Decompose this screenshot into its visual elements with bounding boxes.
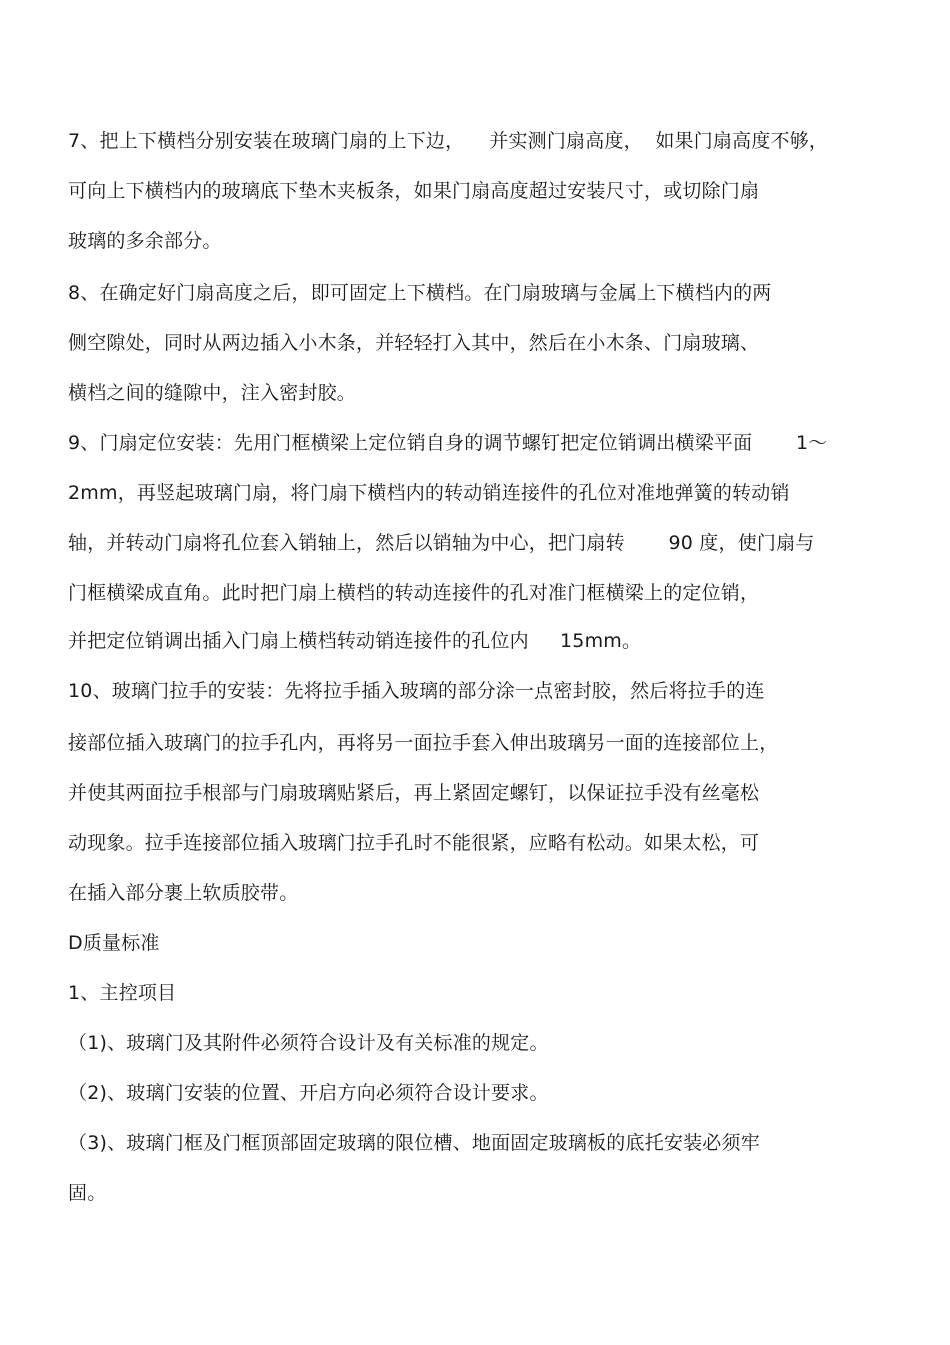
subsection-heading: 1、主控项目 <box>68 982 177 1004</box>
text-line: 并把定位销调出插入门扇上横档转动销连接件的孔位内 15mm。 <box>68 630 642 652</box>
text-line: 2mm，再竖起玻璃门扇，将门扇下横档内的转动销连接件的孔位对准地弹簧的转动销 <box>68 482 790 504</box>
text-line: 9、门扇定位安装：先用门框横梁上定位销自身的调节螺钉把定位销调出横梁平面 1～ <box>68 432 828 454</box>
text-line: 轴，并转动门扇将孔位套入销轴上，然后以销轴为中心，把门扇转 90 度，使门扇与 <box>68 532 815 554</box>
list-item: （2)、玻璃门安装的位置、开启方向必须符合设计要求。 <box>68 1082 549 1104</box>
text-line: 横档之间的缝隙中，注入密封胶。 <box>68 382 357 404</box>
list-item: （1)、玻璃门及其附件必须符合设计及有关标准的规定。 <box>68 1032 549 1054</box>
list-item: （3)、玻璃门框及门框顶部固定玻璃的限位槽、地面固定玻璃板的底托安装必须牢 <box>68 1132 760 1154</box>
text-line: 可向上下横档内的玻璃底下垫木夹板条，如果门扇高度超过安装尺寸，或切除门扇 <box>68 180 760 202</box>
text-line: 动现象。拉手连接部位插入玻璃门拉手孔时不能很紧，应略有松动。如果太松，可 <box>68 832 760 854</box>
text-line: 侧空隙处，同时从两边插入小木条，并轻轻打入其中，然后在小木条、门扇玻璃、 <box>68 332 760 354</box>
text-line: 玻璃的多余部分。 <box>68 230 222 252</box>
text-line: 7、把上下横档分别安装在玻璃门扇的上下边， 并实测门扇高度， 如果门扇高度不够， <box>68 130 829 152</box>
section-heading: D质量标准 <box>68 932 160 954</box>
text-line: 在插入部分裹上软质胶带。 <box>68 882 299 904</box>
text-line: 接部位插入玻璃门的拉手孔内，再将另一面拉手套入伸出玻璃另一面的连接部位上， <box>68 732 779 754</box>
text-line: 10、玻璃门拉手的安装：先将拉手插入玻璃的部分涂一点密封胶，然后将拉手的连 <box>68 680 765 702</box>
text-line: 固。 <box>68 1182 107 1204</box>
text-line: 门框横梁成直角。此时把门扇上横档的转动连接件的孔对准门框横梁上的定位销， <box>68 582 760 604</box>
text-line: 并使其两面拉手根部与门扇玻璃贴紧后，再上紧固定螺钉，以保证拉手没有丝毫松 <box>68 782 760 804</box>
text-line: 8、在确定好门扇高度之后，即可固定上下横档。在门扇玻璃与金属上下横档内的两 <box>68 282 772 304</box>
